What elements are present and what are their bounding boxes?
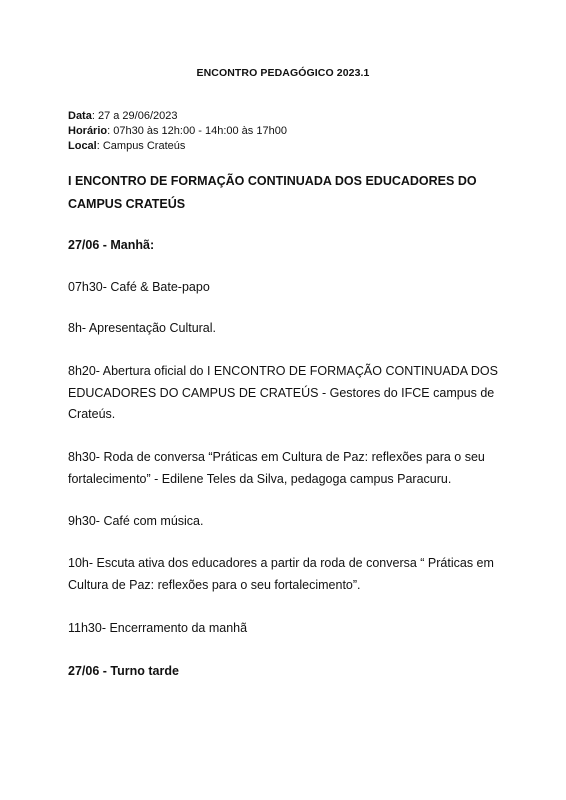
meta-date-value: : 27 a 29/06/2023 [91,110,178,122]
schedule-item: 11h30- Encerramento da manhã [68,621,248,635]
schedule-item: 07h30- Café & Bate-papo [68,280,210,294]
meta-location [68,139,185,154]
schedule-item: 8h- Apresentação Cultural. [68,321,217,335]
day1-afternoon-heading: 27/06 - Turno tarde [68,664,179,678]
schedule-item: 8h30- Roda de conversa “Práticas em Cultura de Paz: reflexões para o seu fortalecimento” - Edilene Teles da Silva, pedagoga campus Paracuru. [68,450,485,486]
meta-date [68,109,177,124]
event-heading: I ENCONTRO DE FORMAÇÃO CONTINUADA DOS EDUCADORES DO CAMPUS CRATEÚS [68,174,477,211]
day1-morning-heading: 27/06 - Manhã: [68,238,155,252]
schedule-item: 10h- Escuta ativa dos educadores a partir da roda de conversa “ Práticas em Cultura de Paz: reflexões para o seu fortalecimento”. [68,556,494,592]
document-title: ENCONTRO PEDAGÓGICO 2023.1 [196,67,370,79]
schedule-item: 9h30- Café com música. [68,514,204,528]
schedule-item: 8h20- Abertura oficial do I ENCONTRO DE FORMAÇÃO CONTINUADA DOS EDUCADORES DO CAMPUS DE CRATEÚS - Gestores do IFCE campus de Crateús. [68,364,498,421]
meta-location-label: Local [68,140,97,152]
meta-schedule [68,124,287,139]
meta-location-value: : Campus Crateús [96,140,186,152]
meta-schedule-label: Horário [68,125,108,137]
meta-schedule-value: : 07h30 às 12h:00 - 14h:00 às 17h00 [107,125,287,137]
meta-date-label: Data [68,110,92,122]
